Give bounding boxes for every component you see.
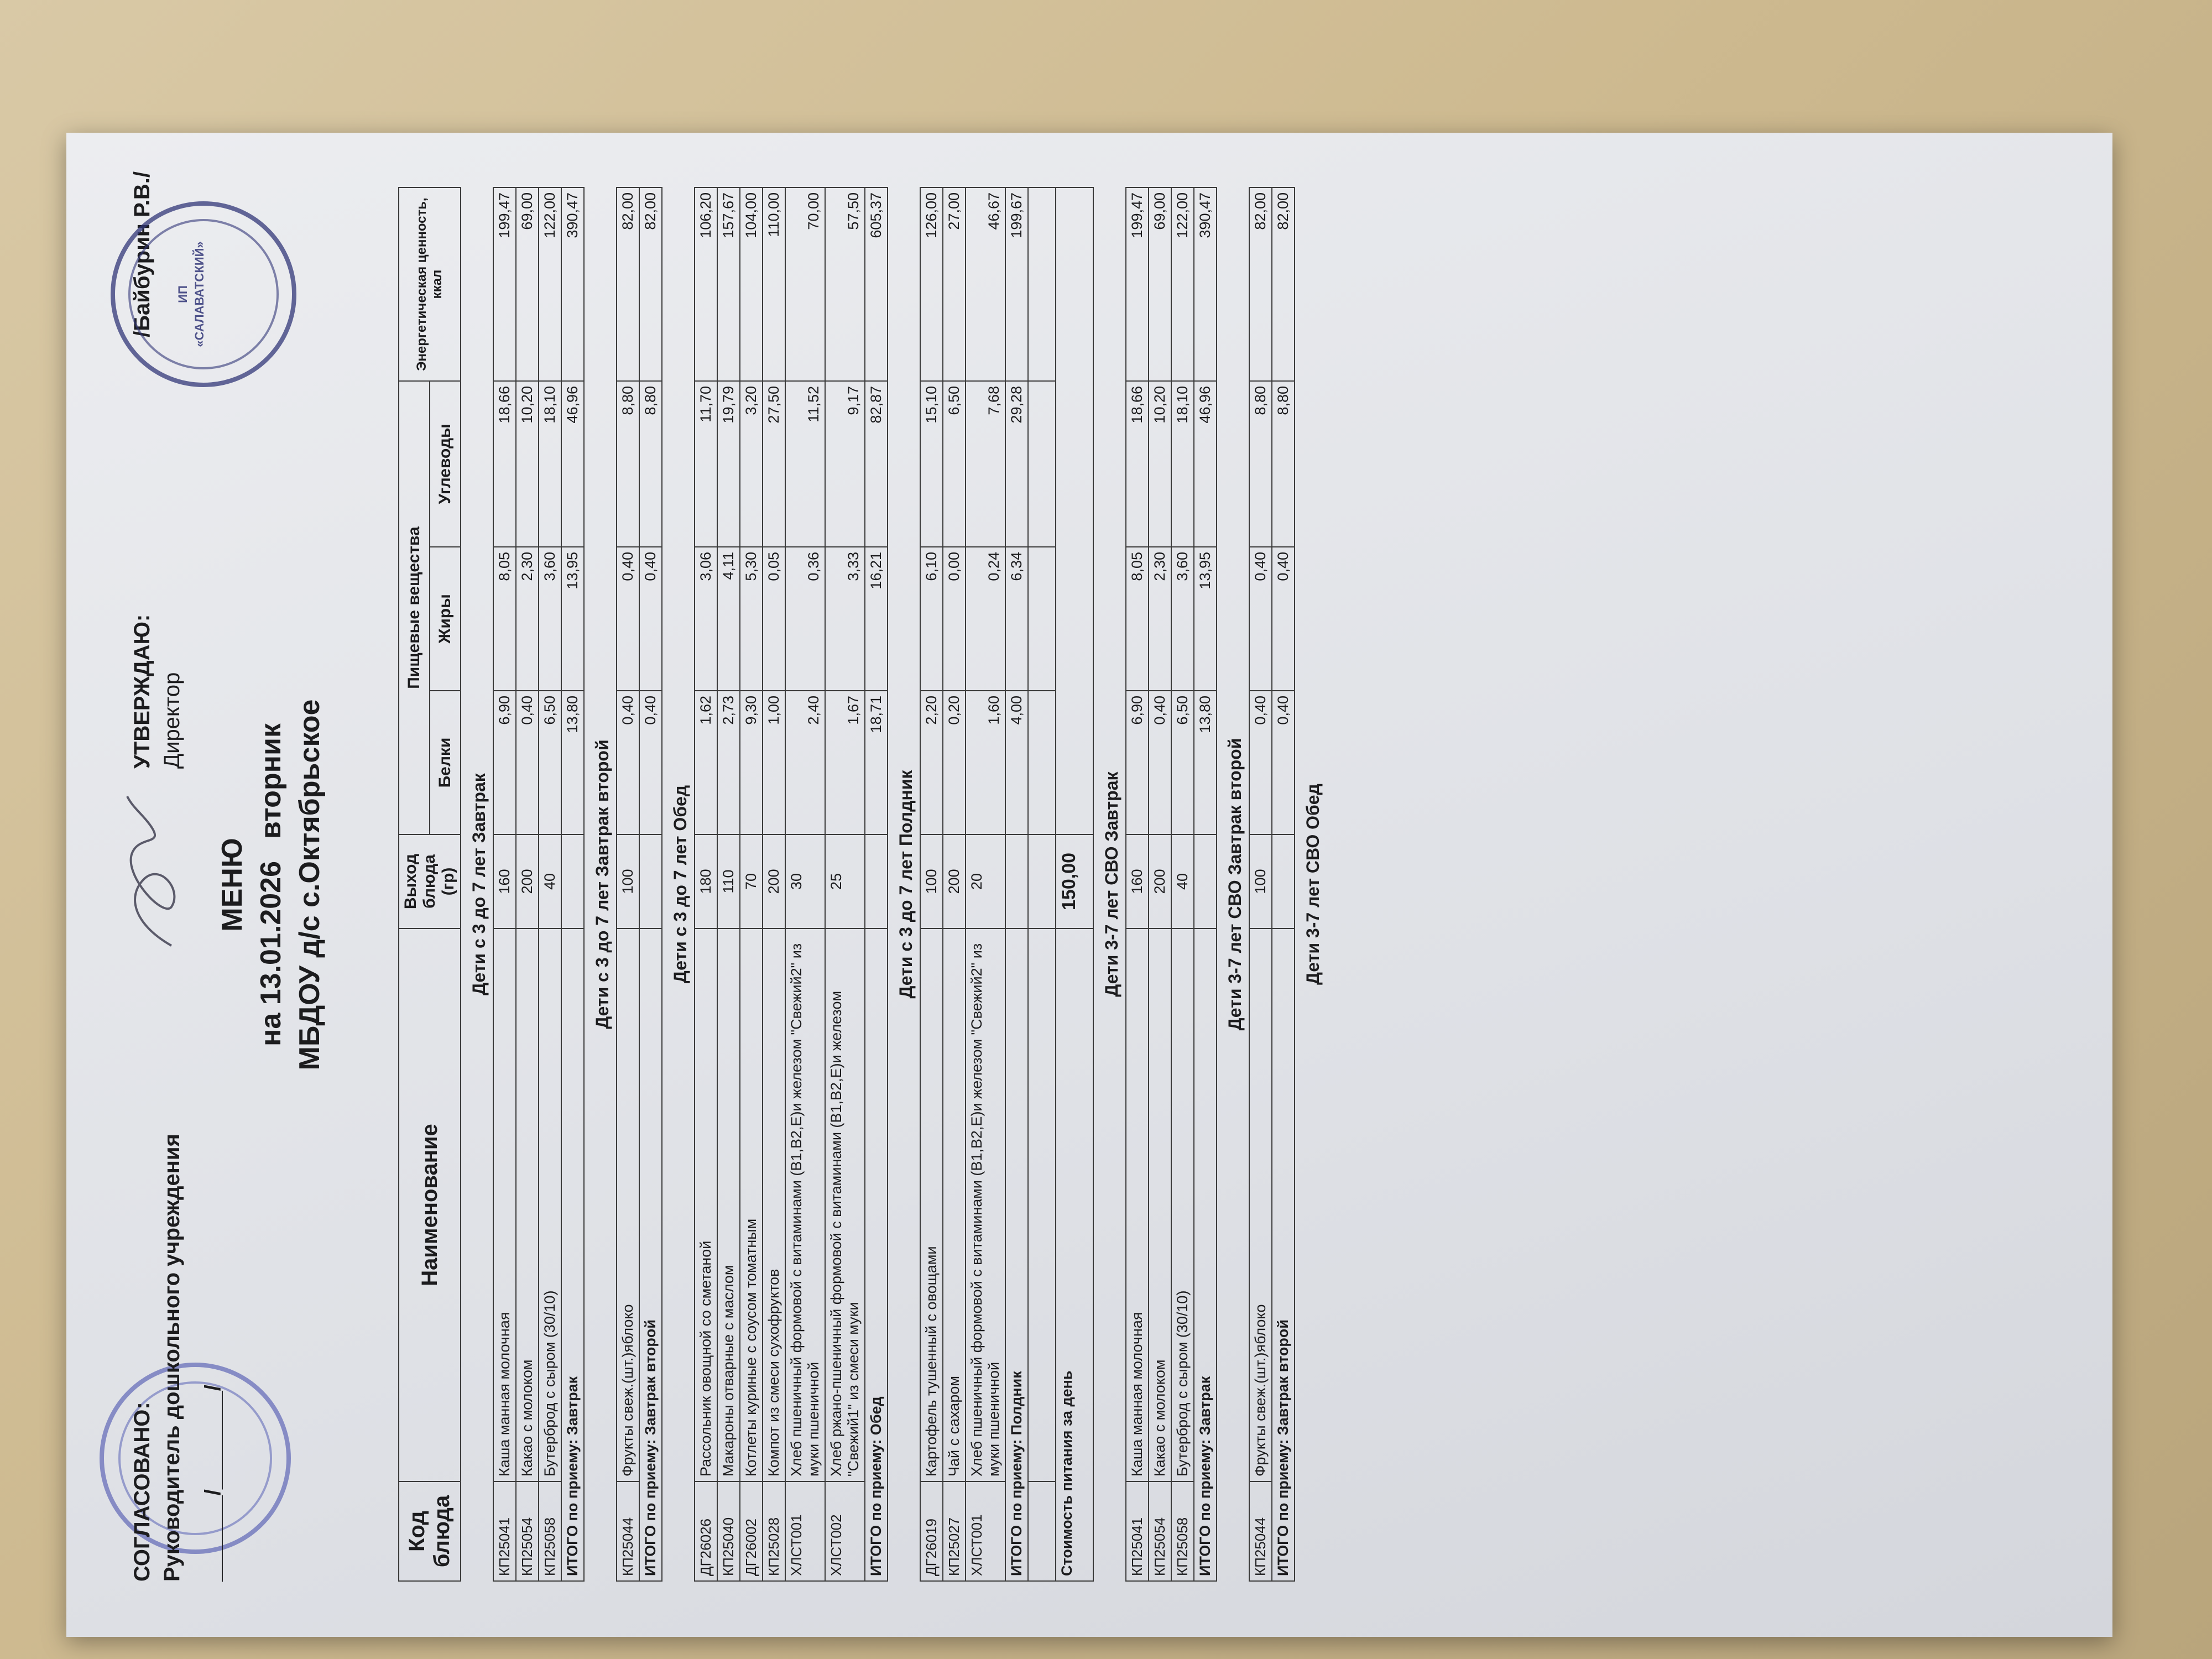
- director-signature: [111, 791, 194, 957]
- dish-energy: 199,47: [1126, 187, 1149, 381]
- total-output-empty: [1272, 834, 1295, 928]
- dish-fat: 3,60: [539, 547, 561, 691]
- section-title: Дети 3-7 лет СВО Завтрак: [1102, 771, 1121, 997]
- total-fat: 13,95: [1194, 547, 1217, 691]
- section-title: Дети 3-7 лет СВО Обед: [1303, 784, 1323, 985]
- total-energy: 390,47: [1194, 187, 1217, 381]
- table-row: [1249, 187, 1272, 1581]
- dish-name: Какао с молоком: [516, 928, 539, 1481]
- dish-protein: 0,40: [516, 691, 539, 834]
- dish-carbs: 6,50: [943, 381, 966, 547]
- total-fat: 6,34: [1005, 547, 1028, 691]
- dish-name: Рассольник овощной со сметаной: [695, 928, 717, 1481]
- dish-carbs: 18,10: [539, 381, 561, 547]
- agreement-block: [127, 1029, 228, 1582]
- dish-energy: 106,20: [695, 187, 717, 381]
- dish-output: 160: [493, 834, 516, 928]
- section-heading-row: [1093, 187, 1126, 1581]
- weekday: вторник: [255, 723, 287, 839]
- table-row: [825, 187, 865, 1581]
- table-body: [461, 187, 1327, 1581]
- total-row: [1194, 187, 1217, 1581]
- daily-cost-value: 150,00: [1056, 834, 1093, 928]
- section-heading-row: [461, 187, 493, 1581]
- spacer-cell: [1028, 1481, 1056, 1581]
- total-row: [639, 187, 662, 1581]
- dish-carbs: 7,68: [966, 381, 1005, 547]
- total-energy: 605,37: [865, 187, 888, 381]
- total-protein: 13,80: [561, 691, 584, 834]
- spacer-cell: [1028, 928, 1056, 1481]
- dish-fat: 3,60: [1171, 547, 1194, 691]
- dish-output: 100: [920, 834, 943, 928]
- total-protein: 18,71: [865, 691, 888, 834]
- col-output: Выход блюда (гр): [399, 834, 461, 928]
- dish-carbs: 19,79: [717, 381, 740, 547]
- dish-protein: 1,62: [695, 691, 717, 834]
- total-label: ИТОГО по приему: Полдник: [1005, 928, 1028, 1581]
- dish-code: КП25041: [493, 1481, 516, 1581]
- col-nutrients: Пищевые вещества: [399, 381, 430, 834]
- agreed-position: Руководитель дошкольного учреждения: [160, 1134, 184, 1582]
- dish-fat: 8,05: [1126, 547, 1149, 691]
- total-row: [1005, 187, 1028, 1581]
- dish-name: Фрукты свеж.(шт.)яблоко: [617, 928, 639, 1481]
- spacer-cell: [1028, 691, 1056, 834]
- table-row: [717, 187, 740, 1581]
- daily-cost-empty: [1056, 187, 1093, 834]
- total-carbs: 8,80: [639, 381, 662, 547]
- dish-energy: 110,00: [763, 187, 785, 381]
- dish-carbs: 10,20: [516, 381, 539, 547]
- dish-protein: 0,40: [1149, 691, 1171, 834]
- dish-name: Каша манная молочная: [493, 928, 516, 1481]
- table-row: [539, 187, 561, 1581]
- dish-code: КП25044: [1249, 1481, 1272, 1581]
- section-title: Дети 3-7 лет СВО Завтрак второй: [1225, 738, 1245, 1031]
- total-energy: 82,00: [1272, 187, 1295, 381]
- total-output-empty: [639, 834, 662, 928]
- dish-protein: 0,40: [617, 691, 639, 834]
- dish-carbs: 11,52: [785, 381, 825, 547]
- menu-sheet: [66, 133, 2112, 1637]
- section-heading-row: [584, 187, 617, 1581]
- dish-fat: 0,24: [966, 547, 1005, 691]
- menu-title: МЕНЮ: [216, 838, 248, 932]
- table-row: [1149, 187, 1171, 1581]
- dish-carbs: 8,80: [1249, 381, 1272, 547]
- dish-energy: 104,00: [740, 187, 763, 381]
- dish-protein: 2,73: [717, 691, 740, 834]
- dish-energy: 69,00: [1149, 187, 1171, 381]
- dish-output: 200: [943, 834, 966, 928]
- dish-name: Хлеб ржано-пшеничный формовой с витаминами (В1,В2,Е)и железом "Свежий1" из смеси муки: [825, 928, 865, 1481]
- col-protein: Белки: [430, 691, 461, 834]
- dish-carbs: 18,66: [1126, 381, 1149, 547]
- table-row: [617, 187, 639, 1581]
- approve-label: УТВЕРЖДАЮ:: [130, 614, 154, 769]
- dish-code: ДГ26019: [920, 1481, 943, 1581]
- dish-name: Картофель тушенный с овощами: [920, 928, 943, 1481]
- dish-protein: 6,50: [1171, 691, 1194, 834]
- total-protein: 13,80: [1194, 691, 1217, 834]
- dish-carbs: 18,10: [1171, 381, 1194, 547]
- section-heading-row: [662, 187, 695, 1581]
- dish-protein: 6,90: [1126, 691, 1149, 834]
- menu-page: [88, 149, 2090, 1620]
- dish-fat: 2,30: [516, 547, 539, 691]
- dish-output: 100: [617, 834, 639, 928]
- dish-name: Каша манная молочная: [1126, 928, 1149, 1481]
- dish-energy: 82,00: [1249, 187, 1272, 381]
- dish-name: Хлеб пшеничный формовой с витаминами (В1,В2,Е)и железом "Свежий2" из муки пшеничной: [966, 928, 1005, 1481]
- dish-fat: 0,05: [763, 547, 785, 691]
- dish-output: 70: [740, 834, 763, 928]
- table-row: [695, 187, 717, 1581]
- table-row: [493, 187, 516, 1581]
- dish-protein: 6,50: [539, 691, 561, 834]
- table-row: [740, 187, 763, 1581]
- dish-energy: 27,00: [943, 187, 966, 381]
- dish-carbs: 18,66: [493, 381, 516, 547]
- total-protein: 0,40: [1272, 691, 1295, 834]
- dish-protein: 1,67: [825, 691, 865, 834]
- section-title: Дети с 3 до 7 лет Полдник: [896, 770, 916, 999]
- dish-energy: 122,00: [1171, 187, 1194, 381]
- date-line: на 13.01.2026: [255, 860, 287, 1047]
- total-row: [865, 187, 888, 1581]
- institution-name: МБДОУ д/с с.Октябрьское: [294, 699, 326, 1071]
- dish-output: 25: [825, 834, 865, 928]
- total-row: [561, 187, 584, 1581]
- dish-carbs: 15,10: [920, 381, 943, 547]
- dish-carbs: 11,70: [695, 381, 717, 547]
- dish-fat: 4,11: [717, 547, 740, 691]
- dish-name: Компот из смеси сухофруктов: [763, 928, 785, 1481]
- total-label: ИТОГО по приему: Завтрак второй: [639, 928, 662, 1581]
- total-carbs: 46,96: [1194, 381, 1217, 547]
- dish-code: ХЛСТ001: [966, 1481, 1005, 1581]
- dish-code: КП25028: [763, 1481, 785, 1581]
- dish-energy: 199,47: [493, 187, 516, 381]
- dish-protein: 1,00: [763, 691, 785, 834]
- total-fat: 16,21: [865, 547, 888, 691]
- table-row: [966, 187, 1005, 1581]
- dish-output: 110: [717, 834, 740, 928]
- dish-carbs: 10,20: [1149, 381, 1171, 547]
- menu-table: [398, 187, 1327, 1582]
- dish-code: ДГ26002: [740, 1481, 763, 1581]
- menu-header: [88, 149, 398, 1620]
- dish-protein: 6,90: [493, 691, 516, 834]
- dish-protein: 1,60: [966, 691, 1005, 834]
- dish-output: 200: [516, 834, 539, 928]
- dish-fat: 6,10: [920, 547, 943, 691]
- dish-energy: 122,00: [539, 187, 561, 381]
- stamp-text: ИП «САЛАВАТСКИЙ»: [176, 241, 206, 347]
- section-title: Дети с 3 до 7 лет Завтрак: [469, 773, 489, 995]
- spacer-cell: [1028, 187, 1056, 381]
- dish-name: Фрукты свеж.(шт.)яблоко: [1249, 928, 1272, 1481]
- total-carbs: 29,28: [1005, 381, 1028, 547]
- total-output-empty: [561, 834, 584, 928]
- section-heading-row: [888, 187, 920, 1581]
- total-fat: 13,95: [561, 547, 584, 691]
- total-carbs: 8,80: [1272, 381, 1295, 547]
- dish-name: Бутерброд с сыром (30/10): [539, 928, 561, 1481]
- total-energy: 199,67: [1005, 187, 1028, 381]
- spacer-cell: [1028, 834, 1056, 928]
- dish-name: Бутерброд с сыром (30/10): [1171, 928, 1194, 1481]
- col-carbs: Углеводы: [430, 381, 461, 547]
- dish-energy: 46,67: [966, 187, 1005, 381]
- dish-code: КП25054: [516, 1481, 539, 1581]
- dish-protein: 9,30: [740, 691, 763, 834]
- col-code: Код блюда: [399, 1481, 461, 1581]
- dish-carbs: 9,17: [825, 381, 865, 547]
- dish-fat: 5,30: [740, 547, 763, 691]
- table-row: [943, 187, 966, 1581]
- dish-energy: 82,00: [617, 187, 639, 381]
- dish-energy: 157,67: [717, 187, 740, 381]
- total-carbs: 82,87: [865, 381, 888, 547]
- menu-date: [254, 149, 288, 1620]
- total-energy: 390,47: [561, 187, 584, 381]
- dish-protein: 2,20: [920, 691, 943, 834]
- dish-fat: 2,30: [1149, 547, 1171, 691]
- total-label: ИТОГО по приему: Завтрак: [561, 928, 584, 1581]
- col-energy: Энергетическая ценность, ккал: [399, 187, 461, 381]
- dish-output: 160: [1126, 834, 1149, 928]
- total-fat: 0,40: [1272, 547, 1295, 691]
- dish-output: 200: [1149, 834, 1171, 928]
- dish-output: 20: [966, 834, 1005, 928]
- dish-carbs: 8,80: [617, 381, 639, 547]
- daily-cost-label: Стоимость питания за день: [1056, 928, 1093, 1581]
- dish-fat: 0,40: [1249, 547, 1272, 691]
- total-output-empty: [1005, 834, 1028, 928]
- agreed-label: СОГЛАСОВАНО:: [130, 1402, 154, 1582]
- approve-name: /Байбурин Р.В./: [130, 171, 154, 337]
- dish-output: 180: [695, 834, 717, 928]
- dish-code: КП25040: [717, 1481, 740, 1581]
- menu-title-block: [216, 149, 326, 1620]
- dish-protein: 2,40: [785, 691, 825, 834]
- spacer-row: [1028, 187, 1056, 1581]
- dish-fat: 0,36: [785, 547, 825, 691]
- dish-protein: 0,40: [1249, 691, 1272, 834]
- dish-name: Чай с сахаром: [943, 928, 966, 1481]
- dish-name: Хлеб пшеничный формовой с витаминами (В1,В2,Е)и железом "Свежий2" из муки пшеничной: [785, 928, 825, 1481]
- daily-cost-row: [1056, 187, 1093, 1581]
- dish-code: КП25044: [617, 1481, 639, 1581]
- total-label: ИТОГО по приему: Обед: [865, 928, 888, 1581]
- dish-code: КП25058: [539, 1481, 561, 1581]
- dish-fat: 0,40: [617, 547, 639, 691]
- section-heading-row: [1217, 187, 1249, 1581]
- dish-fat: 3,06: [695, 547, 717, 691]
- dish-code: КП25058: [1171, 1481, 1194, 1581]
- dish-code: КП25054: [1149, 1481, 1171, 1581]
- table-row: [1126, 187, 1149, 1581]
- col-name: Наименование: [399, 928, 461, 1481]
- total-fat: 0,40: [639, 547, 662, 691]
- dish-energy: 70,00: [785, 187, 825, 381]
- dish-code: ХЛСТ001: [785, 1481, 825, 1581]
- total-output-empty: [865, 834, 888, 928]
- dish-fat: 3,33: [825, 547, 865, 691]
- table-row: [1171, 187, 1194, 1581]
- total-label: ИТОГО по приему: Завтрак второй: [1272, 928, 1295, 1581]
- section-title: Дети с 3 до 7 лет Завтрак второй: [592, 739, 612, 1029]
- section-title: Дети с 3 до 7 лет Обед: [670, 785, 690, 984]
- total-label: ИТОГО по приему: Завтрак: [1194, 928, 1217, 1581]
- spacer-cell: [1028, 381, 1056, 547]
- table-header: [399, 187, 461, 1581]
- dish-carbs: 27,50: [763, 381, 785, 547]
- total-energy: 82,00: [639, 187, 662, 381]
- table-row: [785, 187, 825, 1581]
- table-row: [920, 187, 943, 1581]
- agreed-signature-line: _______/________/: [201, 1385, 225, 1582]
- dish-code: ДГ26026: [695, 1481, 717, 1581]
- dish-fat: 8,05: [493, 547, 516, 691]
- dish-output: 30: [785, 834, 825, 928]
- dish-energy: 69,00: [516, 187, 539, 381]
- dish-code: КП25041: [1126, 1481, 1149, 1581]
- section-heading-row: [1295, 187, 1327, 1581]
- col-fat: Жиры: [430, 547, 461, 691]
- total-carbs: 46,96: [561, 381, 584, 547]
- dish-output: 100: [1249, 834, 1272, 928]
- dish-protein: 0,20: [943, 691, 966, 834]
- dish-output: 40: [1171, 834, 1194, 928]
- total-output-empty: [1194, 834, 1217, 928]
- total-protein: 4,00: [1005, 691, 1028, 834]
- total-row: [1272, 187, 1295, 1581]
- dish-code: КП25027: [943, 1481, 966, 1581]
- dish-name: Котлеты куриные с соусом томатным: [740, 928, 763, 1481]
- dish-name: Макароны отварные с маслом: [717, 928, 740, 1481]
- spacer-cell: [1028, 547, 1056, 691]
- dish-output: 200: [763, 834, 785, 928]
- dish-energy: 57,50: [825, 187, 865, 381]
- dish-code: ХЛСТ002: [825, 1481, 865, 1581]
- dish-energy: 126,00: [920, 187, 943, 381]
- dish-name: Какао с молоком: [1149, 928, 1171, 1481]
- dish-carbs: 3,20: [740, 381, 763, 547]
- table-row: [516, 187, 539, 1581]
- table-row: [763, 187, 785, 1581]
- dish-fat: 0,00: [943, 547, 966, 691]
- dish-output: 40: [539, 834, 561, 928]
- total-protein: 0,40: [639, 691, 662, 834]
- approve-position: Директор: [160, 672, 184, 769]
